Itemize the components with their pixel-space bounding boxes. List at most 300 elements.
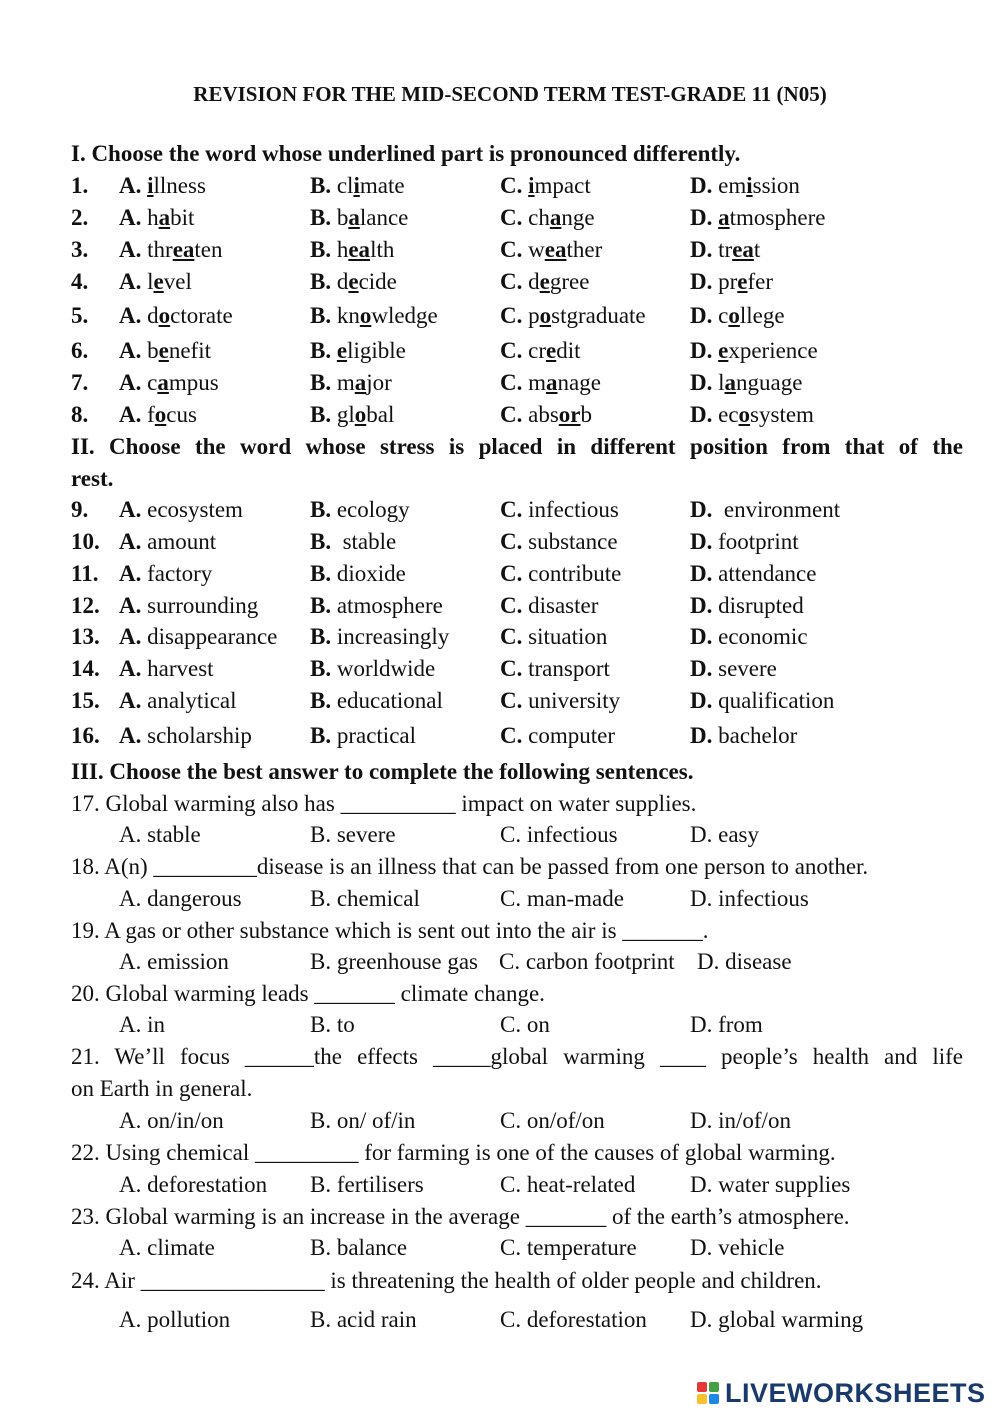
word-part: gree (549, 269, 590, 294)
underlined-part: a (546, 370, 558, 395)
word-part: lance (359, 205, 409, 230)
stress-option-c[interactable] (500, 655, 610, 683)
word-part: dit (556, 338, 581, 363)
word-part: em (718, 173, 747, 198)
stress-option-c[interactable] (500, 592, 598, 620)
option-letter: D. (690, 529, 713, 554)
liveworksheets-logo-text: LIVEWORKSHEETS (725, 1377, 986, 1408)
word-part: gl (336, 402, 355, 427)
underlined-part: o (359, 303, 372, 328)
stress-option-b[interactable] (310, 592, 443, 620)
word-part: nge (561, 205, 595, 230)
word-part: d (528, 269, 540, 294)
pron-option-b[interactable] (310, 172, 405, 200)
underlined-part: e (158, 338, 169, 363)
logo-square-green (709, 1382, 719, 1392)
stress-item-number: 12. (71, 593, 100, 618)
underlined-part: e (336, 338, 348, 363)
q23-option-d[interactable]: D. vehicle (690, 1235, 785, 1260)
stress-option-a[interactable] (119, 687, 237, 715)
option-letter: A. (119, 688, 142, 713)
stress-option-a[interactable] (119, 623, 277, 651)
option-word: situation (528, 624, 608, 649)
stress-option-b[interactable] (310, 655, 435, 683)
pron-item-number: 1. (71, 173, 89, 198)
stress-option-a[interactable] (119, 528, 216, 556)
q18-option-a[interactable]: A. dangerous (119, 886, 242, 911)
q22-option-d[interactable]: D. water supplies (690, 1172, 851, 1197)
option-word: disrupted (718, 593, 804, 618)
underlined-part: ea (544, 237, 567, 262)
option-letter: D. (690, 338, 713, 363)
pron-option-b[interactable] (310, 204, 408, 232)
word-part: ligible (347, 338, 406, 363)
word-part: ec (718, 402, 739, 427)
word-part: ther (566, 237, 603, 262)
pron-option-a[interactable] (119, 337, 211, 365)
option-letter: B. (310, 593, 332, 618)
option-letter: C. (500, 593, 523, 618)
option-letter: C. (500, 656, 523, 681)
q19-option-c[interactable]: C. carbon footprint (499, 949, 675, 974)
underlined-part: e (718, 338, 729, 363)
option-letter: A. (119, 593, 142, 618)
stress-option-b[interactable] (310, 623, 449, 651)
option-letter: A. (119, 173, 142, 198)
option-letter: A. (119, 402, 142, 427)
pron-option-a[interactable] (119, 369, 219, 397)
word-part: l (153, 173, 160, 198)
stress-option-b[interactable] (310, 496, 410, 524)
stress-option-c[interactable] (500, 496, 619, 524)
pron-option-a[interactable] (119, 172, 206, 200)
word-part: tmosphere (729, 205, 826, 230)
pron-option-c[interactable] (500, 369, 601, 397)
option-word: contribute (528, 561, 622, 586)
option-word: surrounding (147, 593, 259, 618)
word-part: llege (739, 303, 785, 328)
stress-option-b[interactable] (310, 722, 416, 750)
stress-item-number: 13. (71, 624, 100, 649)
underlined-part: o (158, 303, 171, 328)
pron-option-d[interactable] (690, 172, 800, 200)
question-21-cont: on Earth in general. (71, 1076, 253, 1101)
option-letter: A. (119, 205, 142, 230)
option-letter: B. (310, 205, 332, 230)
option-letter: C. (500, 497, 523, 522)
option-word: university (528, 688, 621, 713)
option-letter: D. (690, 402, 713, 427)
underlined-part: a (354, 370, 367, 395)
option-letter: A. (119, 561, 142, 586)
option-letter: D. (690, 688, 713, 713)
option-letter: B. (310, 723, 332, 748)
option-letter: B. (310, 237, 332, 262)
q20-option-c[interactable]: C. on (500, 1012, 550, 1037)
stress-option-b[interactable] (310, 687, 443, 715)
word-part: ssion (752, 173, 800, 198)
option-letter: B. (310, 303, 332, 328)
option-word: atmosphere (336, 593, 443, 618)
pron-option-a[interactable] (119, 268, 192, 296)
option-letter: C. (500, 173, 523, 198)
pron-option-d[interactable] (690, 204, 825, 232)
option-letter: D. (690, 656, 713, 681)
option-letter: A. (119, 370, 142, 395)
word-part: cide (358, 269, 397, 294)
q24-option-a[interactable]: A. pollution (119, 1307, 231, 1332)
option-letter: C. (500, 205, 523, 230)
option-word: amount (147, 529, 217, 554)
q22-option-c[interactable]: C. heat-related (500, 1172, 636, 1197)
underlined-part: i (746, 173, 753, 198)
option-word: computer (528, 723, 615, 748)
pron-option-b[interactable] (310, 236, 394, 264)
word-part: wledge (371, 303, 438, 328)
underlined-part: o (738, 402, 751, 427)
word-part: d (336, 269, 349, 294)
pron-option-d[interactable] (690, 337, 818, 365)
stress-item-number: 9. (71, 497, 89, 522)
option-letter: A. (119, 497, 142, 522)
underlined-part: a (718, 205, 730, 230)
pron-option-b[interactable] (310, 369, 392, 397)
option-letter: A. (119, 723, 142, 748)
option-letter: A. (119, 624, 142, 649)
option-letter: C. (500, 237, 523, 262)
q20-option-a[interactable]: A. in (119, 1012, 165, 1037)
liveworksheets-logo-icon (697, 1382, 719, 1404)
option-letter: D. (690, 370, 713, 395)
option-letter: C. (500, 303, 523, 328)
q19-option-d[interactable]: D. disease (697, 949, 792, 974)
q21-option-c[interactable]: C. on/of/on (500, 1108, 605, 1133)
pron-option-a[interactable] (119, 236, 223, 264)
q21-option-d[interactable]: D. in/of/on (690, 1108, 791, 1133)
option-letter: C. (500, 338, 523, 363)
option-letter: D. (690, 303, 713, 328)
word-part: nage (557, 370, 601, 395)
pron-option-a[interactable] (119, 302, 233, 330)
option-letter: B. (310, 561, 332, 586)
logo-square-red (697, 1382, 707, 1392)
option-letter: B. (310, 269, 332, 294)
option-word: economic (718, 624, 808, 649)
word-part: m (336, 370, 355, 395)
stress-option-a[interactable] (119, 722, 252, 750)
option-letter: B. (310, 370, 332, 395)
q24-option-b[interactable]: B. acid rain (310, 1307, 417, 1332)
option-letter: A. (119, 656, 142, 681)
option-letter: B. (310, 529, 332, 554)
stress-option-b[interactable] (310, 528, 396, 556)
underlined-part: o (354, 402, 367, 427)
pron-option-d[interactable] (690, 268, 773, 296)
stress-option-a[interactable] (119, 592, 258, 620)
underlined-part: o (154, 402, 167, 427)
underlined-part: a (157, 370, 169, 395)
q18-option-b[interactable]: B. chemical (310, 886, 420, 911)
underlined-part: a (549, 205, 562, 230)
section-2-heading: II. Choose the word whose stress is placed in different position from that of the (71, 434, 963, 459)
option-word: disappearance (147, 624, 278, 649)
word-part: b (336, 205, 349, 230)
q18-option-d[interactable]: D. infectious (690, 886, 809, 911)
option-letter: A. (119, 529, 142, 554)
q21-option-a[interactable]: A. on/in/on (119, 1108, 224, 1133)
option-letter: C. (500, 561, 523, 586)
word-part: mpus (168, 370, 219, 395)
section-1-heading: I. Choose the word whose underlined part is pronounced differently. (71, 141, 741, 166)
q20-option-b[interactable]: B. to (310, 1012, 355, 1037)
stress-option-d[interactable] (690, 592, 804, 620)
stress-option-b[interactable] (310, 560, 406, 588)
option-word: attendance (718, 561, 817, 586)
word-part: kn (336, 303, 360, 328)
pron-option-c[interactable] (500, 337, 581, 365)
pron-option-c[interactable] (500, 204, 595, 232)
pron-item-number: 6. (71, 338, 89, 363)
word-part: mpact (534, 173, 591, 198)
stress-option-d[interactable] (690, 722, 797, 750)
underlined-part: or (558, 402, 581, 427)
pron-item-number: 4. (71, 269, 89, 294)
pron-option-b[interactable] (310, 302, 438, 330)
pron-option-b[interactable] (310, 337, 406, 365)
word-part: h (147, 205, 159, 230)
section-3-heading: III. Choose the best answer to complete the following sentences. (71, 759, 694, 784)
option-word: infectious (528, 497, 619, 522)
pron-option-c[interactable] (500, 268, 589, 296)
option-word: stable (336, 529, 397, 554)
word-part: bit (170, 205, 195, 230)
underlined-part: e (737, 269, 748, 294)
option-letter: D. (690, 205, 713, 230)
stress-option-a[interactable] (119, 560, 212, 588)
word-part: c (718, 303, 729, 328)
underlined-part: a (724, 370, 737, 395)
option-word: environment (718, 497, 841, 522)
pron-option-c[interactable] (500, 401, 592, 429)
option-letter: D. (690, 237, 713, 262)
option-letter: B. (310, 688, 332, 713)
underlined-part: o (539, 303, 552, 328)
stress-option-c[interactable] (500, 623, 607, 651)
option-letter: A. (119, 237, 142, 262)
q17-option-c[interactable]: C. infectious (500, 822, 618, 847)
word-part: l (718, 370, 725, 395)
pron-option-c[interactable] (500, 172, 591, 200)
q19-option-a[interactable]: A. emission (119, 949, 229, 974)
option-word: dioxide (336, 561, 406, 586)
word-part: tr (718, 237, 733, 262)
option-word: disaster (528, 593, 599, 618)
stress-option-a[interactable] (119, 496, 243, 524)
q22-option-a[interactable]: A. deforestation (119, 1172, 268, 1197)
pron-option-d[interactable] (690, 236, 760, 264)
word-part: h (336, 237, 349, 262)
logo-square-yellow (697, 1394, 707, 1404)
pron-item-number: 3. (71, 237, 89, 262)
option-letter: C. (500, 688, 523, 713)
q21-option-b[interactable]: B. on/ of/in (310, 1108, 416, 1133)
option-letter: C. (500, 529, 523, 554)
underlined-part: e (546, 338, 557, 363)
option-letter: D. (690, 269, 713, 294)
pron-option-b[interactable] (310, 268, 397, 296)
word-part: ctorate (170, 303, 233, 328)
word-part: bal (366, 402, 395, 427)
q19-option-b[interactable]: B. greenhouse gas (310, 949, 478, 974)
q23-option-c[interactable]: C. temperature (500, 1235, 637, 1260)
stress-option-d[interactable] (690, 560, 816, 588)
option-word: analytical (147, 688, 237, 713)
underlined-part: i (353, 173, 360, 198)
word-part: lth (370, 237, 395, 262)
word-part: l (147, 269, 154, 294)
underlined-part: ea (348, 237, 371, 262)
option-word: educational (336, 688, 443, 713)
underlined-part: a (158, 205, 171, 230)
option-word: ecosystem (147, 497, 243, 522)
pron-item-number: 8. (71, 402, 89, 427)
q18-option-c[interactable]: C. man-made (500, 886, 624, 911)
option-letter: D. (690, 561, 713, 586)
option-letter: C. (500, 269, 523, 294)
underlined-part: i (147, 173, 154, 198)
word-part: pr (718, 269, 738, 294)
logo-square-blue (709, 1394, 719, 1404)
option-letter: C. (500, 624, 523, 649)
q17-option-b[interactable]: B. severe (310, 822, 396, 847)
stress-item-number: 11. (71, 561, 99, 586)
word-part: nefit (168, 338, 211, 363)
page-title: REVISION FOR THE MID-SECOND TERM TEST-GRADE 11 (N05) (193, 82, 827, 106)
liveworksheets-logo (697, 1377, 986, 1409)
q24-option-d[interactable]: D. global warming (690, 1307, 864, 1332)
word-part: b (580, 402, 593, 427)
pron-option-c[interactable] (500, 302, 646, 330)
word-part: b (147, 338, 159, 363)
q20-option-d[interactable]: D. from (690, 1012, 763, 1037)
option-letter: A. (119, 338, 142, 363)
stress-item-number: 10. (71, 529, 100, 554)
q22-option-b[interactable]: B. fertilisers (310, 1172, 424, 1197)
option-letter: D. (690, 593, 713, 618)
stress-item-number: 16. (71, 723, 100, 748)
pron-option-d[interactable] (690, 302, 785, 330)
stress-option-a[interactable] (119, 655, 214, 683)
word-part: jor (366, 370, 392, 395)
q17-option-d[interactable]: D. easy (690, 822, 759, 847)
option-word: practical (336, 723, 417, 748)
word-part: ch (528, 205, 550, 230)
word-part: c (147, 370, 158, 395)
question-19: 19. A gas or other substance which is sent out into the air is _______. (71, 918, 709, 943)
stress-option-c[interactable] (500, 722, 615, 750)
word-part: t (753, 237, 761, 262)
pron-option-c[interactable] (500, 236, 602, 264)
option-word: ecology (336, 497, 410, 522)
underlined-part: o (728, 303, 740, 328)
word-part: fer (747, 269, 774, 294)
option-letter: B. (310, 497, 332, 522)
stress-option-c[interactable] (500, 687, 620, 715)
option-letter: C. (500, 723, 523, 748)
word-part: lness (159, 173, 206, 198)
option-letter: B. (310, 656, 332, 681)
option-word: scholarship (147, 723, 252, 748)
option-letter: A. (119, 269, 142, 294)
question-22: 22. Using chemical _________ for farming is one of the causes of global warming. (71, 1140, 836, 1165)
word-part: thr (147, 237, 173, 262)
q23-option-a[interactable]: A. climate (119, 1235, 215, 1260)
pron-option-b[interactable] (310, 401, 394, 429)
word-part: d (147, 303, 159, 328)
pron-item-number: 2. (71, 205, 89, 230)
word-part: m (528, 370, 547, 395)
option-word: substance (528, 529, 618, 554)
pron-option-d[interactable] (690, 401, 814, 429)
stress-option-c[interactable] (500, 560, 621, 588)
option-word: qualification (718, 688, 835, 713)
question-20: 20. Global warming leads _______ climate change. (71, 981, 545, 1006)
option-word: worldwide (336, 656, 436, 681)
underlined-part: ea (172, 237, 195, 262)
underlined-part: ea (732, 237, 754, 262)
stress-option-d[interactable] (690, 655, 777, 683)
option-word: factory (147, 561, 213, 586)
option-letter: B. (310, 402, 332, 427)
option-letter: D. (690, 624, 713, 649)
question-23: 23. Global warming is an increase in the average _______ of the earth’s atmosphere. (71, 1204, 850, 1229)
underlined-part: e (348, 269, 359, 294)
word-part: f (147, 402, 155, 427)
pron-item-number: 5. (71, 303, 89, 328)
option-word: increasingly (336, 624, 450, 649)
word-part: vel (163, 269, 192, 294)
stress-item-number: 14. (71, 656, 100, 681)
question-17: 17. Global warming also has __________ impact on water supplies. (71, 791, 697, 816)
stress-option-d[interactable] (690, 496, 840, 524)
q24-option-c[interactable]: C. deforestation (500, 1307, 647, 1332)
word-part: cr (528, 338, 546, 363)
pron-option-a[interactable] (119, 204, 194, 232)
option-letter: C. (500, 370, 523, 395)
word-part: xperience (728, 338, 818, 363)
stress-option-c[interactable] (500, 528, 618, 556)
word-part: abs (528, 402, 559, 427)
word-part: mate (359, 173, 405, 198)
word-part: nguage (736, 370, 803, 395)
question-18: 18. A(n) _________disease is an illness that can be passed from one person to another. (71, 854, 869, 879)
pron-option-a[interactable] (119, 401, 197, 429)
q23-option-b[interactable]: B. balance (310, 1235, 408, 1260)
stress-option-d[interactable] (690, 623, 808, 651)
word-part: cl (336, 173, 354, 198)
pron-item-number: 7. (71, 370, 89, 395)
stress-option-d[interactable] (690, 687, 834, 715)
option-letter: D. (690, 497, 713, 522)
underlined-part: e (153, 269, 164, 294)
stress-option-d[interactable] (690, 528, 799, 556)
q17-option-a[interactable]: A. stable (119, 822, 201, 847)
question-21: 21. We’ll focus ______the effects _____global warming ____ people’s health and life (71, 1044, 963, 1069)
word-part: p (528, 303, 540, 328)
option-word: transport (528, 656, 610, 681)
pron-option-d[interactable] (690, 369, 802, 397)
word-part: stgraduate (551, 303, 646, 328)
